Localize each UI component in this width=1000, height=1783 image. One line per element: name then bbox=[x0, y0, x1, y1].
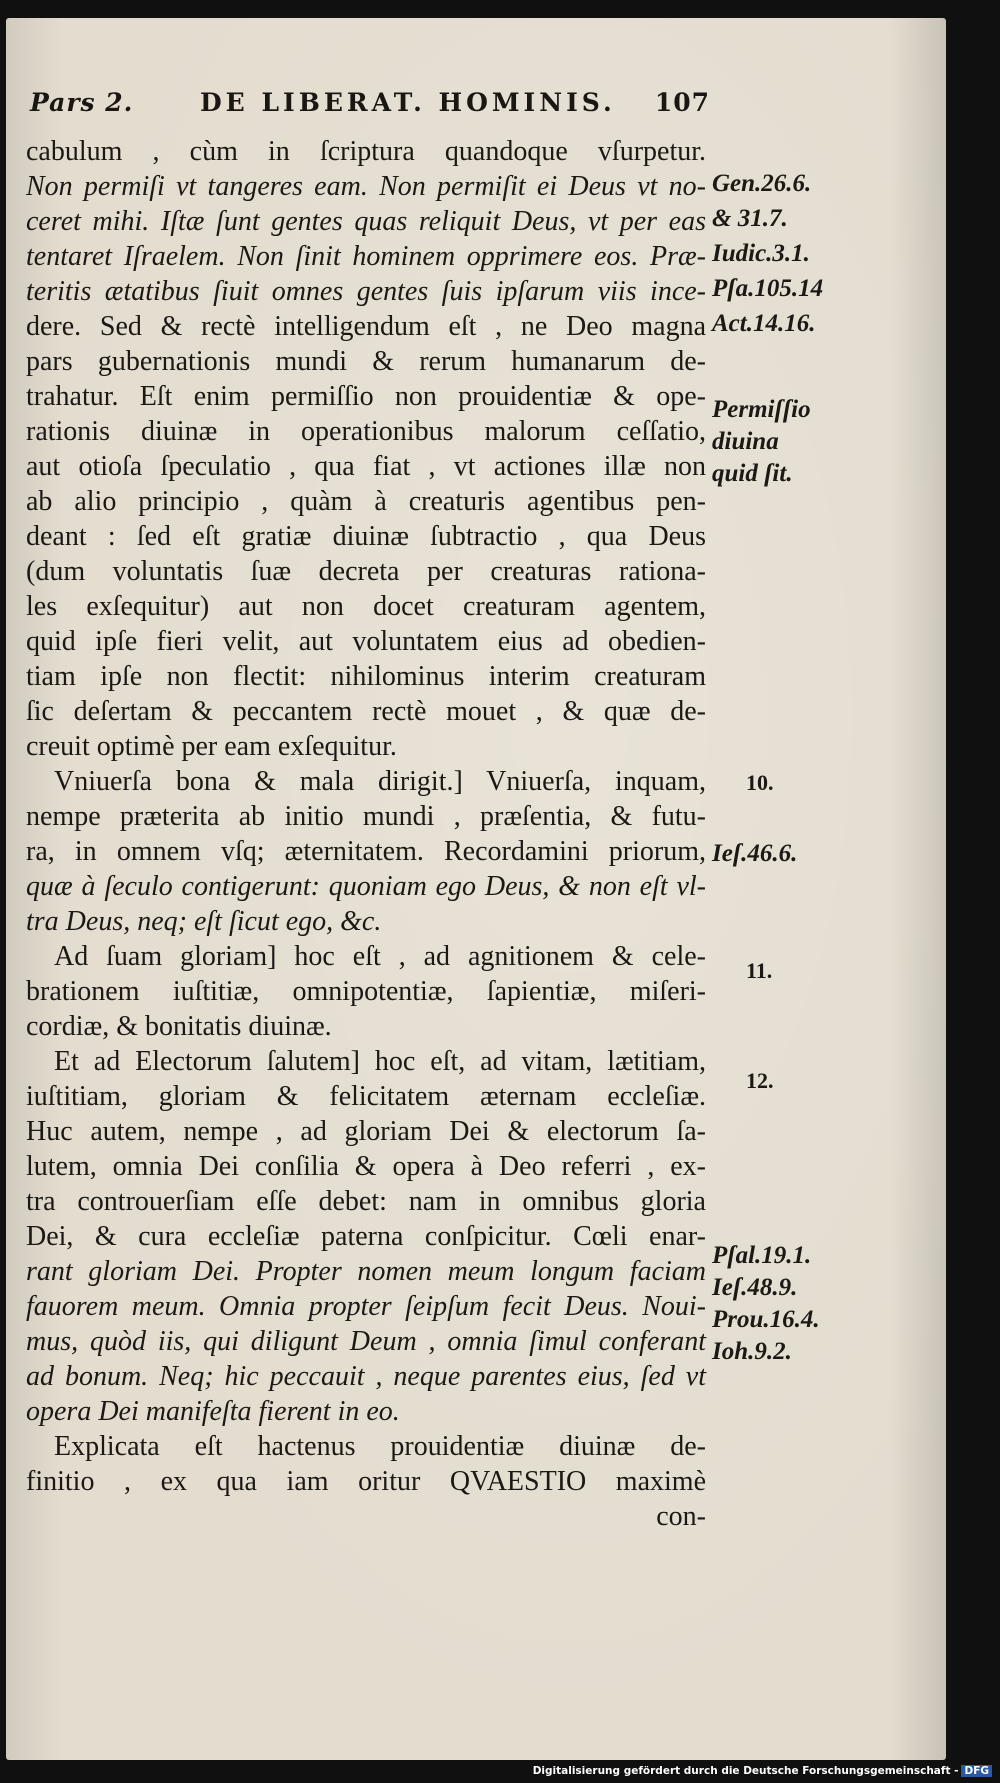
text-line: Vniuerſa bona & mala dirigit.] Vniuerſa, inquam, bbox=[54, 766, 706, 797]
margin-note: Ieſ.48.9. bbox=[712, 1274, 798, 1301]
margin-note: Pſa.105.14 bbox=[712, 275, 824, 302]
margin-note: Ioh.9.2. bbox=[712, 1338, 792, 1365]
text-line: tentaret Iſraelem. Non ſinit hominem opprimere eos. Præ- bbox=[26, 241, 706, 272]
text-line: fauorem meum. Omnia propter ſeipſum fecit Deus. Noui- bbox=[26, 1291, 706, 1322]
text-line: rant gloriam Dei. Propter nomen meum longum faciam bbox=[26, 1256, 706, 1287]
dfg-logo: DFG bbox=[961, 1765, 992, 1777]
running-title: DE LIBERAT. HOMINIS. bbox=[200, 88, 616, 117]
text-line: lutem, omnia Dei conſilia & opera à Deo referri , ex- bbox=[26, 1151, 706, 1182]
text-line: tra Deus, neq; eſt ſicut ego, &c. bbox=[26, 906, 382, 937]
text-line: teritis ætatibus ſiuit omnes gentes ſuis ipſarum viis ince- bbox=[26, 276, 706, 307]
margin-note: diuina bbox=[712, 428, 779, 455]
page-number: 107 bbox=[654, 88, 710, 117]
text-line: Non permiſi vt tangeres eam. Non permiſit ei Deus vt no- bbox=[26, 171, 706, 202]
book-page bbox=[6, 18, 946, 1760]
text-line: Ad ſuam gloriam] hoc eſt , ad agnitionem & cele- bbox=[54, 941, 706, 972]
text-line: mus, quòd iis, qui diligunt Deum , omnia ſimul conferant bbox=[26, 1326, 706, 1357]
text-line: trahatur. Eſt enim permiſſio non prouidentiæ & ope- bbox=[26, 381, 706, 412]
text-line: quid ipſe fieri velit, aut voluntatem eius ad obedien- bbox=[26, 626, 706, 657]
margin-note: quid ſit. bbox=[712, 460, 793, 487]
text-line: Huc autem, nempe , ad gloriam Dei & electorum ſa- bbox=[26, 1116, 706, 1147]
footer-text: Digitalisierung gefördert durch die Deutsche Forschungsgemeinschaft - bbox=[532, 1765, 959, 1777]
margin-note: Ieſ.46.6. bbox=[712, 840, 798, 867]
text-line: rationis diuinæ in operationibus malorum ceſſatio, bbox=[26, 416, 706, 447]
text-line: ab alio principio , quàm à creaturis agentibus pen- bbox=[26, 486, 706, 517]
text-line: tra controuerſiam eſſe debet: nam in omnibus gloria bbox=[26, 1186, 706, 1217]
text-line: iuſtitiam, gloriam & felicitatem æternam eccleſiæ. bbox=[26, 1081, 706, 1112]
margin-note: Permiſſio bbox=[712, 396, 811, 423]
text-line: cordiæ, & bonitatis diuinæ. bbox=[26, 1011, 332, 1042]
text-line: aut otioſa ſpeculatio , qua fiat , vt actiones illæ non bbox=[26, 451, 706, 482]
text-line: Explicata eſt hactenus prouidentiæ diuinæ de- bbox=[54, 1431, 706, 1462]
text-line: dere. Sed & rectè intelligendum eſt , ne Deo magna bbox=[26, 311, 706, 342]
text-line: Et ad Electorum ſalutem] hoc eſt, ad vitam, lætitiam, bbox=[54, 1046, 706, 1077]
text-line: les exſequitur) aut non docet creaturam agentem, bbox=[26, 591, 706, 622]
margin-note: Pſal.19.1. bbox=[712, 1242, 812, 1269]
text-line: opera Dei manifeſta fierent in eo. bbox=[26, 1396, 400, 1427]
margin-note: & 31.7. bbox=[712, 205, 788, 232]
text-line: Dei, & cura eccleſiæ paterna conſpicitur. Cœli enar- bbox=[26, 1221, 706, 1252]
text-line: cabulum , cùm in ſcriptura quandoque vſurpetur. bbox=[26, 136, 706, 167]
part-label: Pars 2. bbox=[30, 88, 134, 117]
text-line: pars gubernationis mundi & rerum humanarum de- bbox=[26, 346, 706, 377]
text-line: tiam ipſe non flectit: nihilominus interim creaturam bbox=[26, 661, 706, 692]
text-line: ſic deſertam & peccantem rectè mouet , & quæ de- bbox=[26, 696, 706, 727]
margin-note: Gen.26.6. bbox=[712, 170, 812, 197]
text-line: deant : ſed eſt gratiæ diuinæ ſubtractio , qua Deus bbox=[26, 521, 706, 552]
section-number: 11. bbox=[746, 958, 773, 983]
margin-note: Prou.16.4. bbox=[712, 1306, 820, 1333]
text-line: nempe præterita ab initio mundi , præſentia, & futu- bbox=[26, 801, 706, 832]
margin-note: Iudic.3.1. bbox=[712, 240, 810, 267]
text-line: creuit optimè per eam exſequitur. bbox=[26, 731, 397, 762]
section-number: 10. bbox=[746, 770, 774, 795]
funding-footer bbox=[533, 1765, 992, 1777]
text-line: ceret mihi. Iſtæ ſunt gentes quas reliquit Deus, vt per eas bbox=[26, 206, 706, 237]
text-line: (dum voluntatis ſuæ decreta per creaturas rationa- bbox=[26, 556, 706, 587]
text-line: ra, in omnem vſq; æternitatem. Recordamini priorum, bbox=[26, 836, 706, 867]
margin-note: Act.14.16. bbox=[712, 310, 816, 337]
text-line: quæ à ſeculo contigerunt: quoniam ego Deus, & non eſt vl- bbox=[26, 871, 706, 902]
text-line: ad bonum. Neq; hic peccauit , neque parentes eius, ſed vt bbox=[26, 1361, 706, 1392]
text-line: finitio , ex qua iam oritur QVAESTIO maximè bbox=[26, 1466, 706, 1497]
text-line: brationem iuſtitiæ, omnipotentiæ, ſapientiæ, miſeri- bbox=[26, 976, 706, 1007]
catchword: con- bbox=[656, 1501, 706, 1532]
running-header bbox=[30, 88, 720, 128]
section-number: 12. bbox=[746, 1068, 774, 1093]
